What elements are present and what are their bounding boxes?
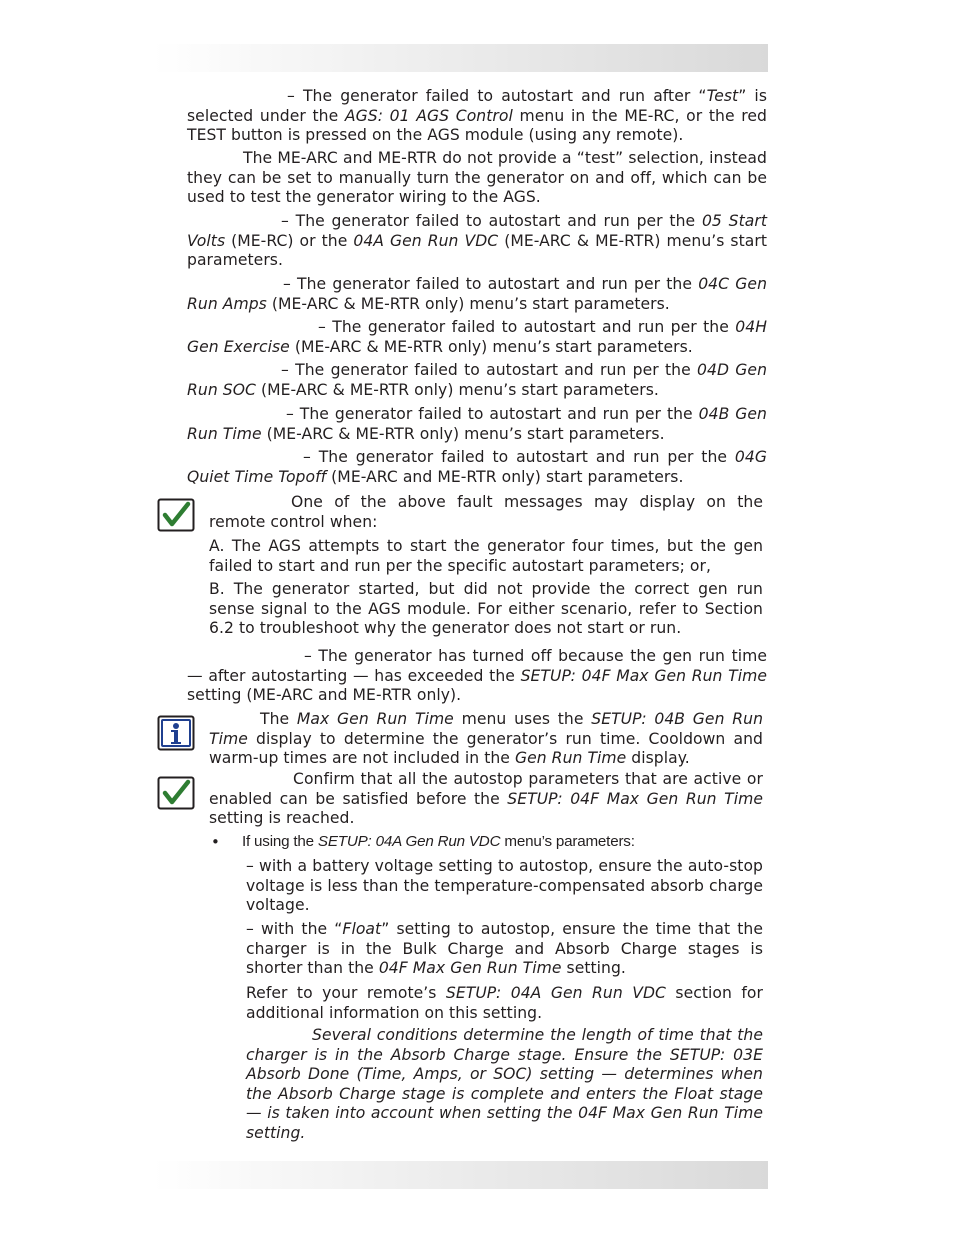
paragraph-time-fault: – The generator failed to autostart and run per the 04B Gen Run Time (ME-ARC & ME-RTR only) menu’s start parameters. (187, 405, 767, 443)
note-fault-messages: One of the above fault messages may display on the remote control when: (209, 493, 763, 531)
sub-refer-remote: Refer to your remote’s SETUP: 04A Gen Run VDC section for additional information on this setting. (246, 984, 763, 1022)
header-band (153, 44, 768, 72)
checkmark-icon (157, 776, 195, 810)
note-item-b: B. The generator started, but did not provide the correct gen run sense signal to the AGS module. For either scenario, refer to Section 6.2 to troubleshoot why the generator does not start or run. (209, 580, 763, 637)
note-item-a: A. The AGS attempts to start the generator four times, but the gen failed to start and run per the specific autostart parameters; or, (209, 537, 763, 575)
bullet-marker: • (211, 833, 220, 851)
paragraph-test-note: The ME-ARC and ME-RTR do not provide a “test” selection, instead they can be set to manually turn the generator on and off, which can be used to test the generator wiring to the AGS. (187, 149, 767, 206)
paragraph-volts-fault: – The generator failed to autostart and run per the 05 Start Volts (ME-RC) or the 04A Gen Run VDC (ME-ARC & ME-RTR) menu’s start parameters. (187, 212, 768, 269)
checkmark-icon (157, 498, 195, 532)
paragraph-test-fault: – The generator failed to autostart and run after “Test” is selected under the AGS: 01 AGS Control menu in the ME-RC, or the red TEST button is pressed on the AGS module (using any remote). (187, 87, 767, 144)
paragraph-max-runtime-fault: – The generator has turned off because the gen run time — after autostarting — has exceeded the SETUP: 04F Max Gen Run Time setting (ME-ARC and ME-RTR only). (187, 647, 767, 704)
sub-absorb-conditions: Several conditions determine the length of time that the charger is in the Absorb Charge stage. Ensure the SETUP: 03E Absorb Done (Time, Amps, or SOC) setting — determines when the Absorb Charge stage is complete and enters the Float stage — is taken into account when setting the 04F Max Gen Run Time setting. (246, 1026, 763, 1142)
note-autostop-parameters: Confirm that all the autostop parameters that are active or enabled can be satisfied before the SETUP: 04F Max Gen Run Time setting is reached. (209, 770, 763, 827)
bullet-gen-run-vdc: If using the SETUP: 04A Gen Run VDC menu’s parameters: (242, 833, 635, 850)
sub-battery-voltage: – with a battery voltage setting to autostop, ensure the auto-stop voltage is less than the temperature-compensated absorb charge voltage. (246, 857, 763, 914)
footer-band (153, 1161, 768, 1189)
paragraph-topoff-fault: – The generator failed to autostart and run per the 04G Quiet Time Topoff (ME-ARC and ME-RTR only) start parameters. (187, 448, 767, 486)
sub-float-setting: – with the “Float” setting to autostop, ensure the time that the charger is in the Bulk Charge and Absorb Charge stages is shorter than the 04F Max Gen Run Time setting. (246, 920, 763, 977)
info-max-gen-run-time: The Max Gen Run Time menu uses the SETUP: 04B Gen Run Time display to determine the generator’s run time. Cooldown and warm-up times are not included in the Gen Run Time display. (209, 710, 764, 767)
info-icon (157, 715, 195, 749)
paragraph-amps-fault: – The generator failed to autostart and run per the 04C Gen Run Amps (ME-ARC & ME-RTR only) menu’s start parameters. (187, 275, 767, 313)
paragraph-soc-fault: – The generator failed to autostart and run per the 04D Gen Run SOC (ME-ARC & ME-RTR only) menu’s start parameters. (187, 361, 768, 399)
paragraph-exercise-fault: – The generator failed to autostart and run per the 04H Gen Exercise (ME-ARC & ME-RTR only) menu’s start parameters. (187, 318, 767, 356)
